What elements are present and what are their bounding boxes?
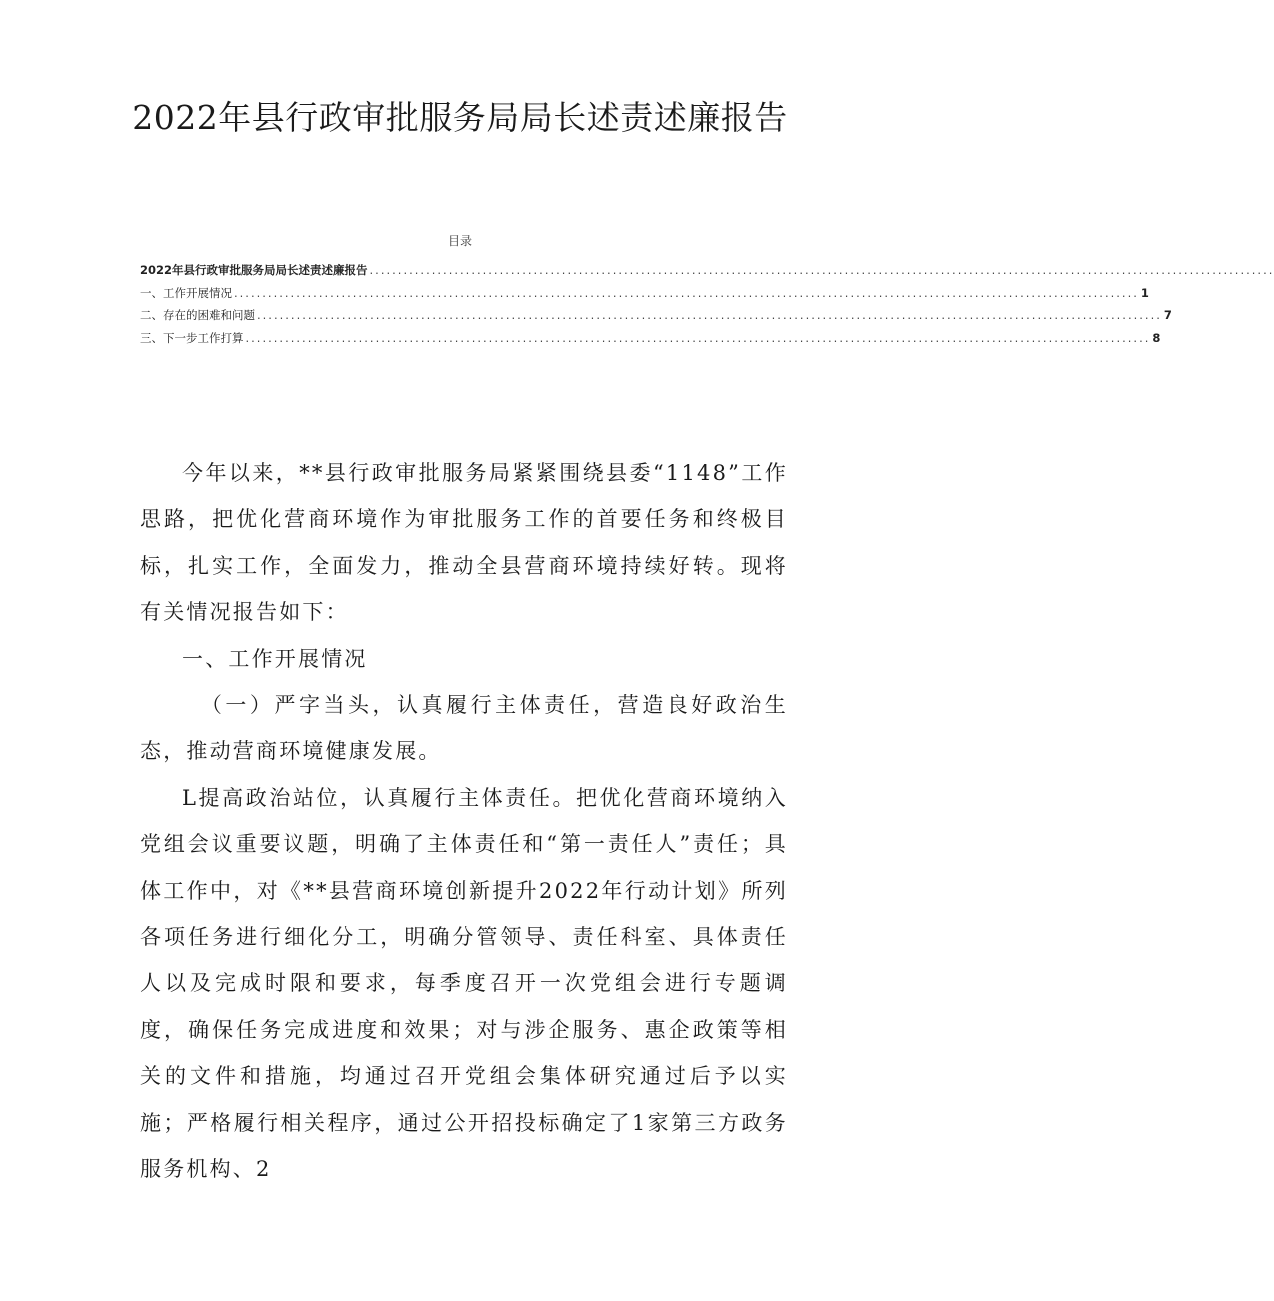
section-heading: 一、工作开展情况 bbox=[182, 646, 368, 671]
toc-item-page: 8 bbox=[1152, 330, 1161, 345]
toc-item-page: 1 bbox=[1140, 285, 1149, 300]
toc-item-label: 2022年县行政审批服务局局长述责述廉报告 bbox=[140, 263, 368, 277]
table-of-contents bbox=[140, 259, 1274, 349]
toc-item-label: 二、存在的困难和问题 bbox=[140, 308, 255, 322]
document-body bbox=[140, 450, 788, 1193]
toc-item[interactable] bbox=[140, 304, 1172, 327]
document-title: 2022年县行政审批服务局局长述责述廉报告 bbox=[132, 98, 788, 137]
toc-dot-leader: ................................................................................................................................................................ bbox=[245, 330, 1151, 345]
subsection-heading: （一）严字当头，认真履行主体责任，营造良好政治生态，推动营商环境健康发展。 bbox=[140, 693, 788, 764]
toc-heading: 目录 bbox=[447, 234, 472, 248]
intro-paragraph: 今年以来，**县行政审批服务局紧紧围绕县委“1148”工作思路，把优化营商环境作为审批服务工作的首要任务和终极目标，扎实工作，全面发力，推动全县营商环境持续好转。现将有关情况报告如下： bbox=[140, 461, 788, 625]
body-paragraph: L提高政治站位，认真履行主体责任。把优化营商环境纳入党组会议重要议题，明确了主体责任和“第一责任人”责任；具体工作中，对《**县营商环境创新提升2022年行动计划》所列各项任务进行细化分工，明确分管领导、责任科室、具体责任人以及完成时限和要求，每季度召开一次党组会进行专题调度，确保任务完成进度和效果；对与涉企服务、惠企政策等相关的文件和措施，均通过召开党组会集体研究通过后予以实施；严格履行相关程序，通过公开招投标确定了1家第三方政务服务机构、2 bbox=[140, 785, 788, 1182]
toc-item[interactable] bbox=[140, 282, 1149, 305]
toc-item-page: 7 bbox=[1163, 308, 1172, 322]
toc-item-label: 三、下一步工作打算 bbox=[140, 330, 244, 345]
toc-item[interactable] bbox=[140, 327, 1161, 350]
toc-dot-leader: ................................................................................................................................................................ bbox=[257, 308, 1162, 322]
toc-item[interactable] bbox=[140, 259, 1274, 282]
toc-dot-leader: ................................................................................................................................................................ bbox=[369, 263, 1274, 277]
toc-item-label: 一、工作开展情况 bbox=[140, 285, 232, 300]
toc-dot-leader: ................................................................................................................................................................ bbox=[234, 285, 1139, 300]
